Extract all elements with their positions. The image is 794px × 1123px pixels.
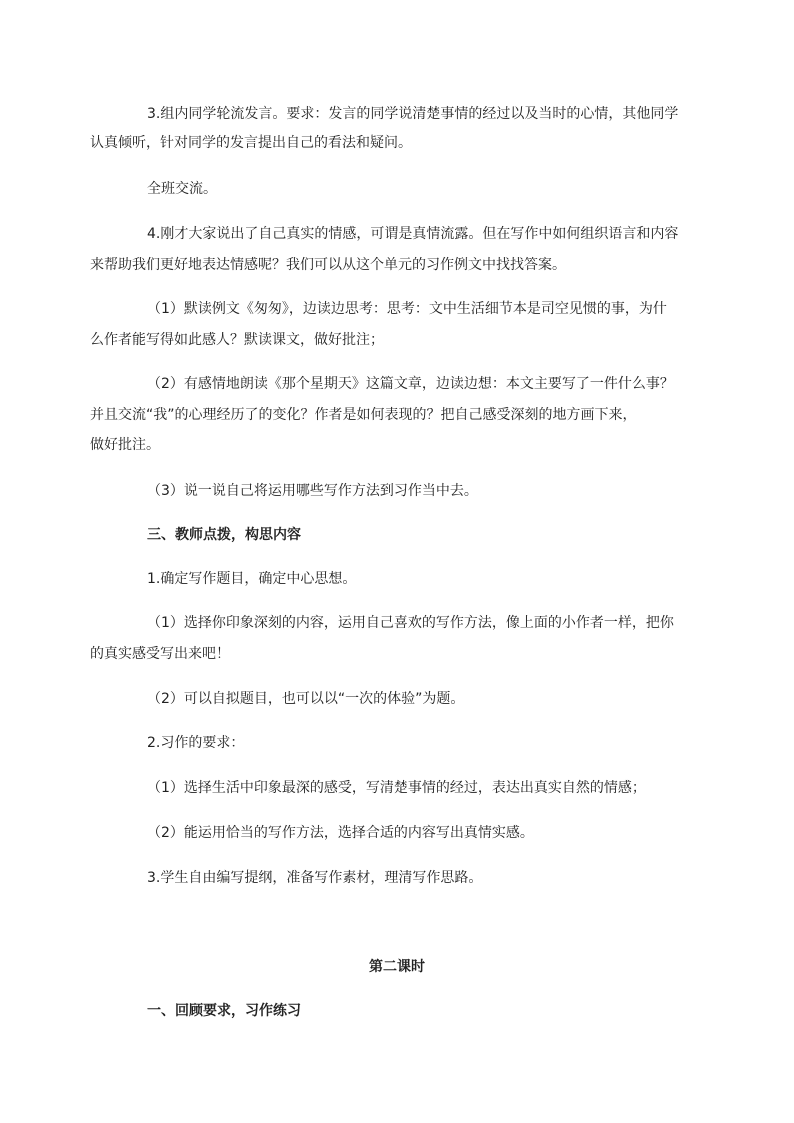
paragraph-line: 来帮助我们更好地表达情感呢？我们可以从这个单元的习作例文中找找答案。 <box>90 257 566 273</box>
paragraph-line: （2）可以自拟题目，也可以以“一次的体验”为题。 <box>147 691 465 707</box>
paragraph-line: （3）说一说自己将运用哪些写作方法到习作当中去。 <box>147 483 478 499</box>
paragraph-line: （1）选择你印象深刻的内容，运用自己喜欢的写作方法，像上面的小作者一样，把你 <box>147 615 674 631</box>
paragraph-line: 认真倾听，针对同学的发言提出自己的看法和疑问。 <box>90 135 412 151</box>
paragraph-line: 4.刚才大家说出了自己真实的情感，可谓是真情流露。但在写作中如何组织语言和内容 <box>147 226 679 242</box>
paragraph-line: （2）有感情地朗读《那个星期天》这篇文章，边读边想：本文主要写了一件什么事？ <box>147 376 674 392</box>
paragraph-line: 么作者能写得如此感人？默读课文，做好批注； <box>90 332 384 348</box>
paragraph-line: 的真实感受写出来吧！ <box>90 646 230 662</box>
paragraph-line: 全班交流。 <box>147 181 217 197</box>
paragraph-line: 3.学生自由编写提纲，准备写作素材，理清写作思路。 <box>147 870 483 886</box>
paragraph-line: 做好批注。 <box>90 437 160 453</box>
paragraph-line: （1）选择生活中印象最深的感受，写清楚事情的经过，表达出真实自然的情感； <box>147 780 646 796</box>
paragraph-line: （1）默读例文《匆匆》，边读边思考：思考：文中生活细节本是司空见惯的事，为什 <box>147 301 667 317</box>
paragraph-line: （2）能运用恰当的写作方法，选择合适的内容写出真情实感。 <box>147 825 534 841</box>
paragraph-line: 1.确定写作题目，确定中心思想。 <box>147 571 357 587</box>
paragraph-line: 3.组内同学轮流发言。要求：发言的同学说清楚事情的经过以及当时的心情，其他同学 <box>147 106 679 122</box>
section-heading: 一、回顾要求，习作练习 <box>147 1003 301 1019</box>
paragraph-line: 并且交流“我”的心理经历了的变化？作者是如何表现的？把自己感受深刻的地方画下来， <box>90 407 637 423</box>
lesson-title: 第二课时 <box>369 959 425 975</box>
paragraph-line: 2.习作的要求： <box>147 735 245 751</box>
section-heading: 三、教师点拨，构思内容 <box>147 527 301 543</box>
